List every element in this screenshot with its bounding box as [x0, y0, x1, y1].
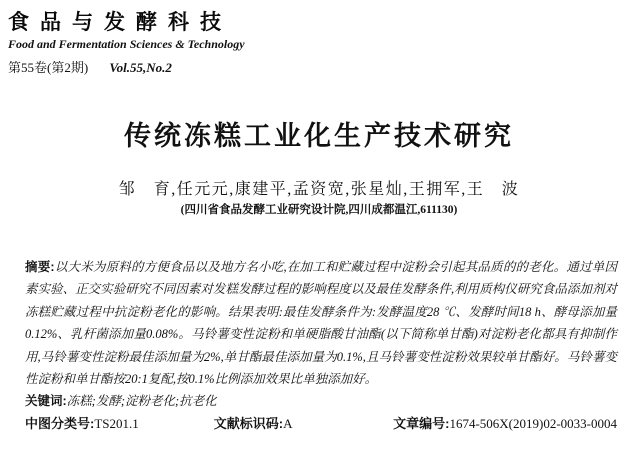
article-id-value: 1674-506X(2019)02-0033-0004 — [449, 415, 617, 431]
document-code — [214, 414, 293, 434]
keywords-label: 关键词: — [25, 394, 67, 409]
keywords-line — [25, 390, 617, 412]
article-id-label: 文章编号: — [393, 415, 450, 431]
journal-masthead — [8, 6, 245, 76]
classification-row — [25, 414, 617, 434]
article-front-matter — [25, 256, 617, 434]
keywords-text: 冻糕;发酵;淀粉老化;抗老化 — [66, 394, 217, 409]
abstract-label: 摘要: — [25, 260, 55, 274]
author-list: 邹 育,任元元,康建平,孟资宽,张星灿,王拥军,王 波 — [118, 181, 520, 198]
document-code-label: 文献标识码: — [213, 415, 284, 431]
journal-issue-line — [8, 57, 245, 76]
clc-value: TS201.1 — [94, 415, 139, 431]
journal-name-chinese: 食品与发酵科技 — [8, 10, 232, 34]
journal-issue-english: Vol.55,No.2 — [109, 60, 172, 75]
article-title: 传统冻糕工业化生产技术研究 — [124, 121, 514, 151]
author-affiliation: (四川省食品发酵工业研究设计院,四川成都温江,611130) — [180, 204, 458, 216]
clc-label: 中图分类号: — [25, 415, 95, 431]
journal-issue-chinese: 第55卷(第2期) — [8, 60, 89, 75]
journal-name-english: Food and Fermentation Sciences & Technology — [8, 37, 245, 51]
article-id — [393, 414, 617, 434]
abstract-text: 以大米为原料的方便食品以及地方名小吃,在加工和贮藏过程中淀粉会引起其品质的的老化。通过单因素实验、正交实验研究不同因素对发糕发酵过程的影响程度以及最佳发酵条件,利用质构仪研究食品添加剂对冻糕贮藏过程中抗淀粉老化的影响。结果表明:最佳发酵条件为:发酵温度28 ℃、发酵时间18 h、酵母添加量0.12%、乳杆菌添加量0.08%。马铃薯变性淀粉和单硬脂酸甘油酯(以下简称单甘酯)对淀粉老化都具有抑制作用,马铃薯变性淀粉最佳添加量为2%,单甘酯最佳添加量为0.1%,且马铃薯变性淀粉效果较单甘酯好。马铃薯变性淀粉和单甘酯按20:1复配,按0.1%比例添加效果比单独添加好。 — [25, 260, 617, 387]
abstract-paragraph — [25, 256, 617, 390]
clc-number — [25, 414, 139, 434]
document-code-value: A — [283, 415, 293, 431]
